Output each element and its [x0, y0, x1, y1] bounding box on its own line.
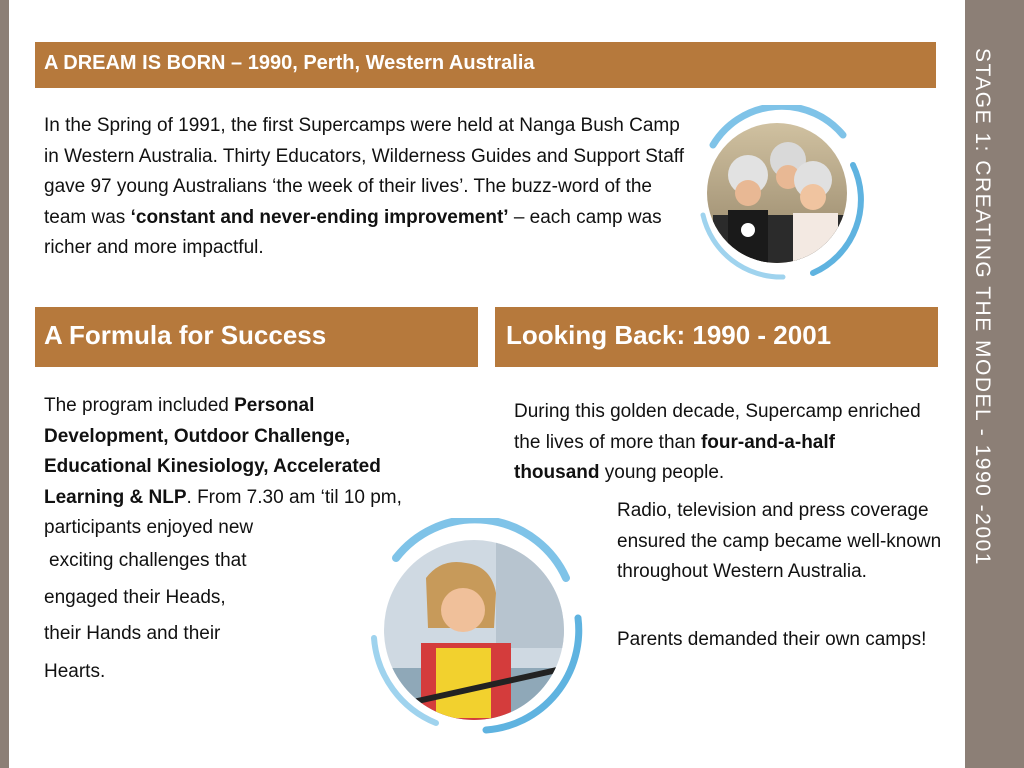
- formula-text-b: . From 7.30 am ‘til 10 pm, participants enjoyed new: [44, 486, 402, 538]
- side-title: STAGE 1: CREATING THE MODEL - 1990 -2001: [971, 48, 994, 566]
- dream-heading-bar: [35, 42, 936, 88]
- looking-back-heading-bar: [495, 307, 938, 367]
- formula-line-1: exciting challenges that: [49, 550, 247, 571]
- dream-text-a: In the Spring of 1991, the first Supercamps were held at Nanga Bush Camp in Western Australia. Thirty Educators, Wilderness Guides and Support Staff gave 97 young Australians ‘the week of their lives’. The buzz-word of the team was: [44, 115, 684, 228]
- looking-back-text-b: young people.: [599, 462, 725, 483]
- looking-back-paragraph: [514, 397, 924, 489]
- formula-text-bold: Personal Development, Outdoor Challenge, Educational Kinesiology, Accelerated Learning & NLP: [44, 395, 381, 508]
- formula-line-2: engaged their Heads,: [44, 587, 226, 608]
- dream-paragraph: [44, 111, 684, 264]
- dream-text-bold: ‘constant and never-ending improvement’: [130, 206, 509, 228]
- formula-text-a: The program included: [44, 395, 235, 416]
- coverage-paragraph: Radio, television and press coverage ensured the camp became well-known throughout Western Australia.: [617, 500, 942, 582]
- formula-line-4: Hearts.: [44, 661, 106, 682]
- dream-heading: A DREAM IS BORN – 1990, Perth, Western Australia: [44, 52, 535, 74]
- parents-paragraph: Parents demanded their own camps!: [617, 629, 927, 650]
- formula-heading: A Formula for Success: [44, 320, 327, 350]
- dream-text-b: – each camp was richer and more impactful.: [44, 206, 662, 258]
- looking-back-text-a: During this golden decade, Supercamp enriched the lives of more than: [514, 401, 921, 453]
- looking-back-text-bold: four-and-a-half thousand: [514, 431, 835, 483]
- kayak-photo: [366, 518, 588, 740]
- looking-back-heading: Looking Back: 1990 - 2001: [506, 320, 832, 350]
- left-edge-stripe: [0, 0, 9, 768]
- helmets-photo: [693, 105, 865, 285]
- formula-line-3: their Hands and their: [44, 623, 221, 644]
- formula-heading-bar: [35, 307, 478, 367]
